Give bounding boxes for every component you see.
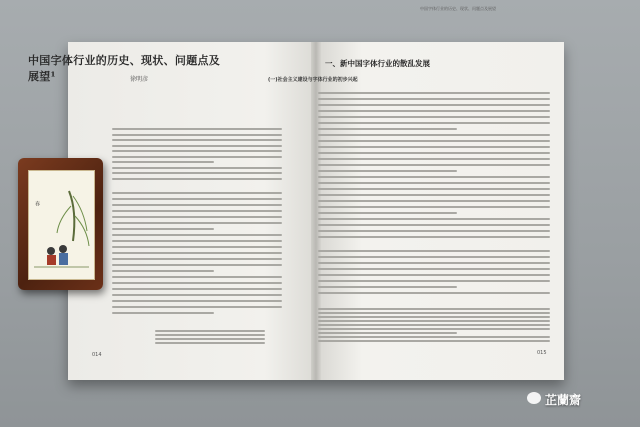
text-line xyxy=(318,236,550,238)
text-line xyxy=(318,182,550,184)
text-line xyxy=(318,146,550,148)
text-line xyxy=(112,161,214,163)
left-page-number: 014 xyxy=(92,352,102,358)
text-line xyxy=(318,140,550,142)
text-line xyxy=(318,262,550,264)
text-line xyxy=(318,256,550,258)
text-line xyxy=(112,145,282,147)
text-line xyxy=(112,300,282,302)
text-line xyxy=(318,98,550,100)
svg-text:春: 春 xyxy=(34,201,40,206)
text-line xyxy=(112,240,282,242)
painting-illustration xyxy=(29,171,94,279)
text-line xyxy=(112,258,282,260)
text-line xyxy=(318,194,550,196)
framed-painting xyxy=(28,170,95,280)
text-line xyxy=(155,334,265,336)
wechat-icon xyxy=(527,392,541,404)
text-line xyxy=(112,234,282,236)
text-line xyxy=(112,139,282,141)
text-line xyxy=(112,282,282,284)
text-line xyxy=(318,92,550,94)
article-author: 徐明彦 xyxy=(130,76,149,83)
text-line xyxy=(318,316,550,318)
text-line xyxy=(318,328,550,330)
section-heading: 一、新中国字体行业的散乱发展 xyxy=(325,59,430,68)
text-line xyxy=(318,250,550,252)
article-title: 中国字体行业的历史、现状、问题点及展望¹ xyxy=(28,54,221,83)
text-line xyxy=(318,308,550,310)
text-line xyxy=(112,306,282,308)
text-line xyxy=(112,150,282,152)
text-line xyxy=(318,152,550,154)
text-line xyxy=(318,164,550,166)
text-line xyxy=(318,170,457,172)
text-line xyxy=(112,204,282,206)
text-line xyxy=(112,128,282,130)
right-page-number: 015 xyxy=(537,350,547,356)
text-line xyxy=(112,156,282,158)
text-line xyxy=(112,264,282,266)
text-line xyxy=(318,200,550,202)
text-line xyxy=(318,212,457,214)
text-line xyxy=(112,270,214,272)
text-line xyxy=(112,228,214,230)
text-line xyxy=(112,222,282,224)
text-line xyxy=(318,206,550,208)
text-line xyxy=(155,330,265,332)
text-line xyxy=(318,336,550,338)
text-line xyxy=(112,178,282,180)
text-line xyxy=(112,134,282,136)
text-line xyxy=(318,110,550,112)
text-line xyxy=(318,188,550,190)
text-line xyxy=(318,274,550,276)
text-line xyxy=(318,340,550,342)
text-line xyxy=(318,280,550,282)
text-line xyxy=(155,338,265,340)
text-line xyxy=(112,252,282,254)
text-line xyxy=(112,312,214,314)
text-line xyxy=(112,288,282,290)
text-line xyxy=(112,294,282,296)
subsection-heading: (一)社会主义建设与字体行业的初步兴起 xyxy=(268,77,358,83)
text-line xyxy=(155,342,265,344)
text-line xyxy=(318,134,550,136)
text-line xyxy=(112,192,282,194)
text-line xyxy=(318,292,550,294)
watermark-text: 芷蘭齋 xyxy=(545,393,582,407)
wooden-picture-frame xyxy=(18,158,103,290)
text-line xyxy=(318,176,550,178)
text-line xyxy=(318,332,457,334)
text-line xyxy=(318,312,550,314)
text-line xyxy=(318,104,550,106)
text-line xyxy=(318,230,550,232)
text-line xyxy=(318,218,550,220)
text-line xyxy=(112,172,282,174)
text-line xyxy=(112,246,282,248)
text-line xyxy=(318,158,550,160)
text-line xyxy=(318,116,550,118)
text-line xyxy=(318,268,550,270)
text-line xyxy=(318,128,457,130)
text-line xyxy=(318,286,457,288)
text-line xyxy=(112,167,282,169)
text-line xyxy=(112,198,282,200)
text-line xyxy=(318,324,550,326)
text-line xyxy=(112,210,282,212)
text-line xyxy=(318,320,550,322)
text-line xyxy=(318,122,550,124)
text-line xyxy=(112,276,282,278)
text-line xyxy=(318,224,550,226)
text-line xyxy=(112,216,282,218)
running-head: 中国字体行业的历史、现状、问题点及展望 xyxy=(420,6,496,11)
